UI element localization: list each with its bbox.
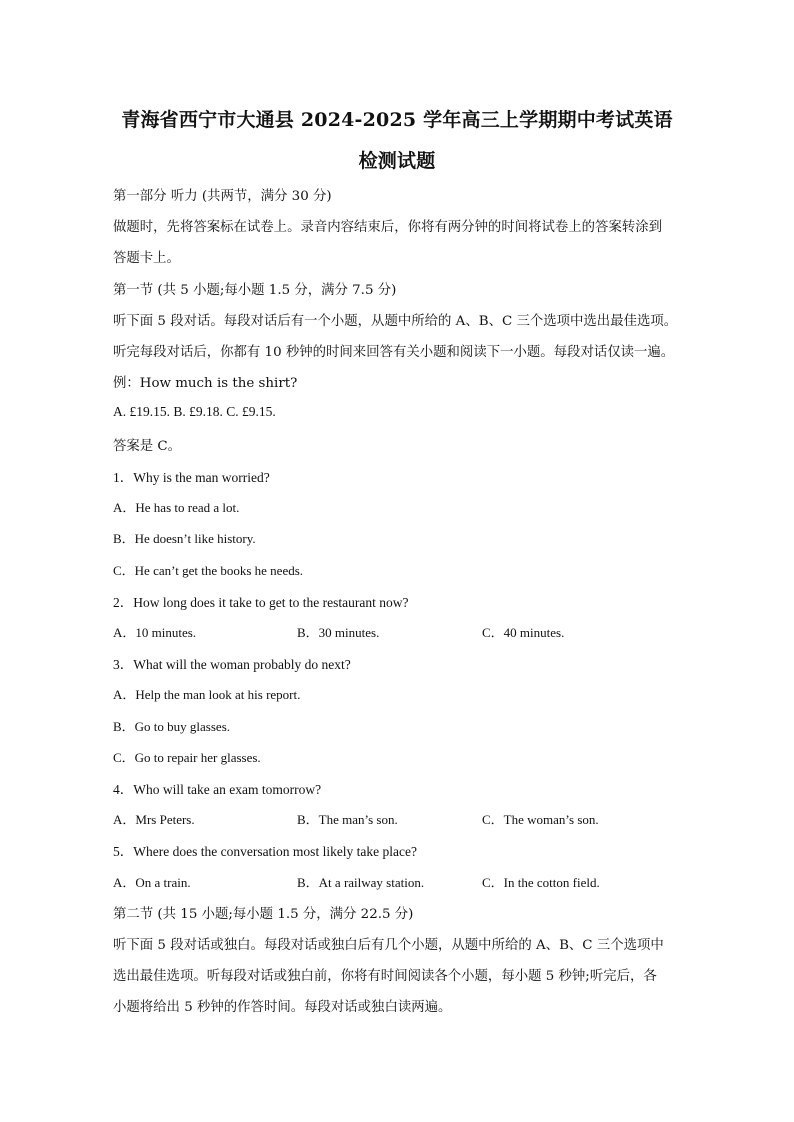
question-3: 3．What will the woman probably do next? — [113, 657, 351, 672]
section2-instruction-line1: 听下面 5 段对话或独白。每段对话或独白后有几个小题，从题中所给的 A、B、C 三个选项中 — [113, 938, 664, 953]
section2-instruction-line3: 小题将给出 5 秒钟的作答时间。每段对话或独白读两遍。 — [113, 1000, 452, 1015]
question-4: 4．Who will take an exam tomorrow? — [113, 782, 322, 797]
question-4-option-b: B．The man’s son. — [297, 812, 398, 827]
question-2-option-a: A．10 minutes. — [113, 625, 197, 640]
question-5: 5．Where does the conversation most likely take place? — [113, 844, 418, 859]
example-answer: 答案是 C。 — [113, 439, 182, 454]
example-options: A. £19.15. B. £9.18. C. £9.15. — [113, 404, 276, 419]
question-2-option-b: B．30 minutes. — [297, 625, 380, 640]
example-question: 例：How much is the shirt? — [113, 376, 298, 391]
question-1: 1．Why is the man worried? — [113, 470, 270, 485]
question-1-option-c: C．He can’t get the books he needs. — [113, 563, 304, 578]
part1-intro-line2: 答题卡上。 — [113, 251, 180, 266]
question-5-option-b: B．At a railway station. — [297, 875, 425, 890]
question-3-option-a: A．Help the man look at his report. — [113, 687, 301, 702]
question-3-option-b: B．Go to buy glasses. — [113, 719, 231, 734]
question-1-option-b: B．He doesn’t like history. — [113, 531, 256, 546]
question-2: 2．How long does it take to get to the restaurant now? — [113, 595, 409, 610]
question-1-option-a: A．He has to read a lot. — [113, 500, 240, 515]
question-5-option-a: A．On a train. — [113, 875, 191, 890]
document-title-line1: 青海省西宁市大通县 2024-2025 学年高三上学期期中考试英语 — [121, 109, 673, 131]
part1-heading: 第一部分 听力 (共两节，满分 30 分) — [113, 189, 332, 204]
question-5-option-c: C．In the cotton field. — [482, 875, 600, 890]
question-2-option-c: C．40 minutes. — [482, 625, 565, 640]
section2-instruction-line2: 选出最佳选项。听每段对话或独白前，你将有时间阅读各个小题，每小题 5 秒钟;听完后，各 — [113, 969, 657, 984]
section2-heading: 第二节 (共 15 小题;每小题 1.5 分，满分 22.5 分) — [113, 907, 414, 922]
question-4-option-c: C．The woman’s son. — [482, 812, 599, 827]
part1-intro-line1: 做题时，先将答案标在试卷上。录音内容结束后，你将有两分钟的时间将试卷上的答案转涂到 — [113, 220, 663, 235]
section1-heading: 第一节 (共 5 小题;每小题 1.5 分，满分 7.5 分) — [113, 283, 397, 298]
question-4-option-a: A．Mrs Peters. — [113, 812, 195, 827]
section1-instruction-line1: 听下面 5 段对话。每段对话后有一个小题，从题中所给的 A、B、C 三个选项中选出最佳选项。 — [113, 314, 678, 329]
question-3-option-c: C．Go to repair her glasses. — [113, 750, 261, 765]
document-title-line2: 检测试题 — [358, 150, 436, 172]
section1-instruction-line2: 听完每段对话后，你都有 10 秒钟的时间来回答有关小题和阅读下一小题。每段对话仅读一遍。 — [113, 345, 675, 360]
